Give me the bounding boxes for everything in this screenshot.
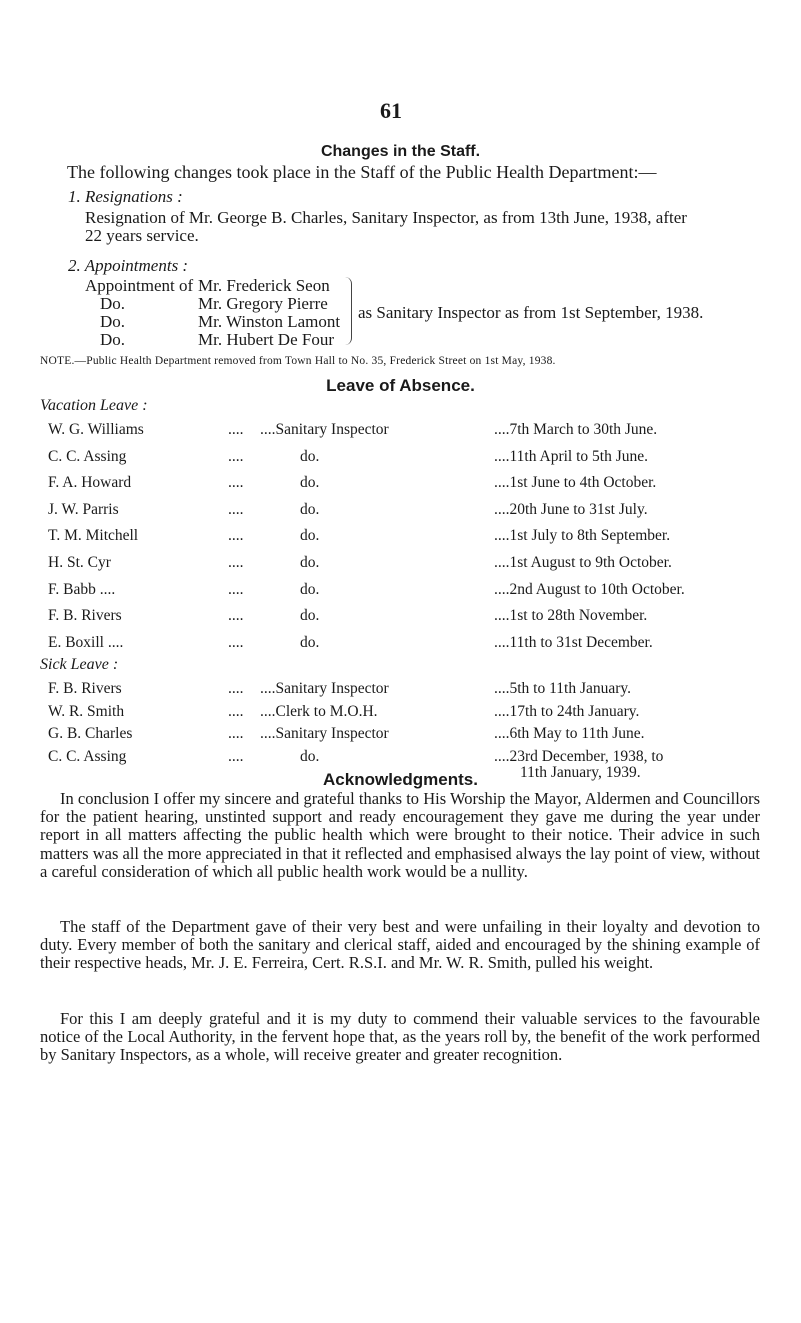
leave-period: ....2nd August to 10th October.: [494, 580, 685, 598]
leave-dots: ....: [228, 747, 244, 765]
leave-name: H. St. Cyr: [48, 554, 111, 571]
leave-post: do.: [300, 554, 320, 571]
leave-name: G. B. Charles: [48, 725, 133, 742]
paragraph-text-2: The staff of the Department gave of their very best and were unfailing in their loyalty and devotion to duty. Every member of both the sanitary and clerical staff, aided and encouraged by the shining example of their respective heads, Mr. J. E. Ferreira, Cert. R.S.I. and Mr. W. R. Smith, pulled his weight.: [40, 917, 760, 973]
appointment-name-3: Mr. Hubert De Four: [198, 330, 334, 349]
appointment-name-2: Mr. Winston Lamont: [198, 312, 341, 331]
resignations-label: 1. Resignations :: [68, 187, 183, 206]
appointments-brace-text: as Sanitary Inspector as from 1st September, 1938.: [358, 303, 704, 322]
leave-name: F. B. Rivers: [48, 680, 122, 697]
leave-period: ....23rd December, 1938, to: [494, 747, 664, 765]
leave-post: do.: [300, 527, 320, 545]
appointment-prefix-0: Appointment of: [85, 276, 194, 295]
leave-name: F. Babb ....: [48, 580, 116, 598]
leave-name: F. B. Rivers: [48, 607, 122, 625]
leave-post: ....Sanitary Inspector: [260, 680, 389, 697]
leave-post: do.: [300, 447, 320, 465]
leave-dots: ....: [228, 680, 244, 697]
resignation-line-2: 22 years service.: [85, 226, 199, 245]
leave-dots: ....: [228, 725, 244, 742]
relocation-note: NOTE.—Public Health Department removed from Town Hall to No. 35, Frederick Street on 1st May, 1938.: [40, 355, 556, 367]
leave-dots: ....: [228, 580, 244, 598]
leave-period: ....1st to 28th November.: [494, 607, 648, 625]
leave-period: ....11th to 31st December.: [494, 633, 653, 651]
vacation-leave-heading: Vacation Leave :: [40, 397, 148, 414]
appointment-prefix-3: Do.: [100, 330, 126, 349]
leave-period: ....7th March to 30th June.: [494, 421, 658, 438]
appointments-label: 2. Appointments :: [68, 256, 189, 275]
paragraph-text-1: In conclusion I offer my sincere and grateful thanks to His Worship the Mayor, Aldermen and Councillors for the patient hearing, unstinted support and ready encouragement they gave me during the year under report in all matters affecting the public health which were brought to their notice. Their advice in such matters was all the more appreciated in that it reflected and emphasised always the lay point of view, without a careful consideration of which all public health work would be a nullity.: [40, 789, 760, 881]
leave-period: ....11th April to 5th June.: [494, 447, 648, 465]
leave-name: T. M. Mitchell: [48, 527, 139, 545]
leave-period: ....20th June to 31st July.: [494, 500, 648, 518]
leave-name: W. G. Williams: [48, 421, 144, 438]
appointment-prefix-2: Do.: [100, 312, 126, 331]
leave-dots: ....: [228, 447, 244, 465]
leave-post: ....Sanitary Inspector: [260, 725, 389, 742]
leave-post: do.: [300, 580, 320, 598]
leave-post: ....Sanitary Inspector: [260, 421, 389, 438]
leave-period: ....1st August to 9th October.: [494, 554, 672, 571]
leave-post: do.: [300, 500, 320, 518]
paragraph-text-3: For this I am deeply grateful and it is my duty to commend their valuable services to the favourable notice of the Local Authority, in the fervent hope that, as the years roll by, the benefit of the work performed by Sanitary Inspectors, as a whole, will receive greater and greater recognition.: [40, 1009, 760, 1065]
resignation-line-1: Resignation of Mr. George B. Charles, Sanitary Inspector, as from 13th June, 1938, after: [85, 208, 687, 227]
leave-dots: ....: [228, 633, 244, 651]
leave-name: W. R. Smith: [48, 702, 125, 720]
leave-dots: ....: [228, 702, 244, 720]
leave-post: do.: [300, 747, 320, 765]
leave-period: ....6th May to 11th June.: [494, 725, 645, 742]
leave-dots: ....: [228, 500, 244, 518]
leave-name: C. C. Assing: [48, 447, 127, 465]
leave-period: ....5th to 11th January.: [494, 680, 632, 697]
leave-period: ....1st July to 8th September.: [494, 527, 671, 545]
leave-period: ....1st June to 4th October.: [494, 474, 657, 492]
leave-post: do.: [300, 607, 320, 625]
appointments-heading: [68, 256, 188, 276]
leave-period: ....17th to 24th January.: [494, 702, 640, 720]
acknowledgment-paragraph-3: [40, 1010, 760, 1065]
leave-name: E. Boxill ....: [48, 633, 124, 651]
leave-dots: ....: [228, 607, 244, 625]
intro-text: The following changes took place in the Staff of the Public Health Department:—: [67, 162, 657, 182]
sick-leave-heading: Sick Leave :: [40, 656, 119, 673]
appointment-prefix-1: Do.: [100, 294, 126, 313]
leave-dots: ....: [228, 554, 244, 571]
page-number: 61: [380, 98, 402, 123]
leave-post: ....Clerk to M.O.H.: [260, 702, 378, 720]
leave-dots: ....: [228, 474, 244, 492]
leave-name: J. W. Parris: [48, 500, 119, 518]
acknowledgment-paragraph-2: [40, 918, 760, 973]
leave-name: F. A. Howard: [48, 474, 132, 492]
leave-period-continued: 11th January, 1939.: [520, 763, 641, 781]
changes-heading: Changes in the Staff.: [320, 143, 481, 160]
leave-name: C. C. Assing: [48, 747, 127, 765]
appointment-name-1: Mr. Gregory Pierre: [198, 294, 328, 313]
acknowledgments-heading: Acknowledgments.: [323, 770, 478, 789]
acknowledgment-paragraph-1: [40, 790, 760, 881]
appointment-name-0: Mr. Frederick Seon: [198, 276, 330, 295]
leave-heading: Leave of Absence.: [326, 376, 475, 395]
leave-post: do.: [300, 633, 320, 651]
leave-post: do.: [300, 474, 320, 492]
leave-dots: ....: [228, 421, 244, 438]
resignations-heading: [68, 187, 183, 207]
appointments-brace: [345, 277, 352, 345]
leave-dots: ....: [228, 527, 244, 545]
